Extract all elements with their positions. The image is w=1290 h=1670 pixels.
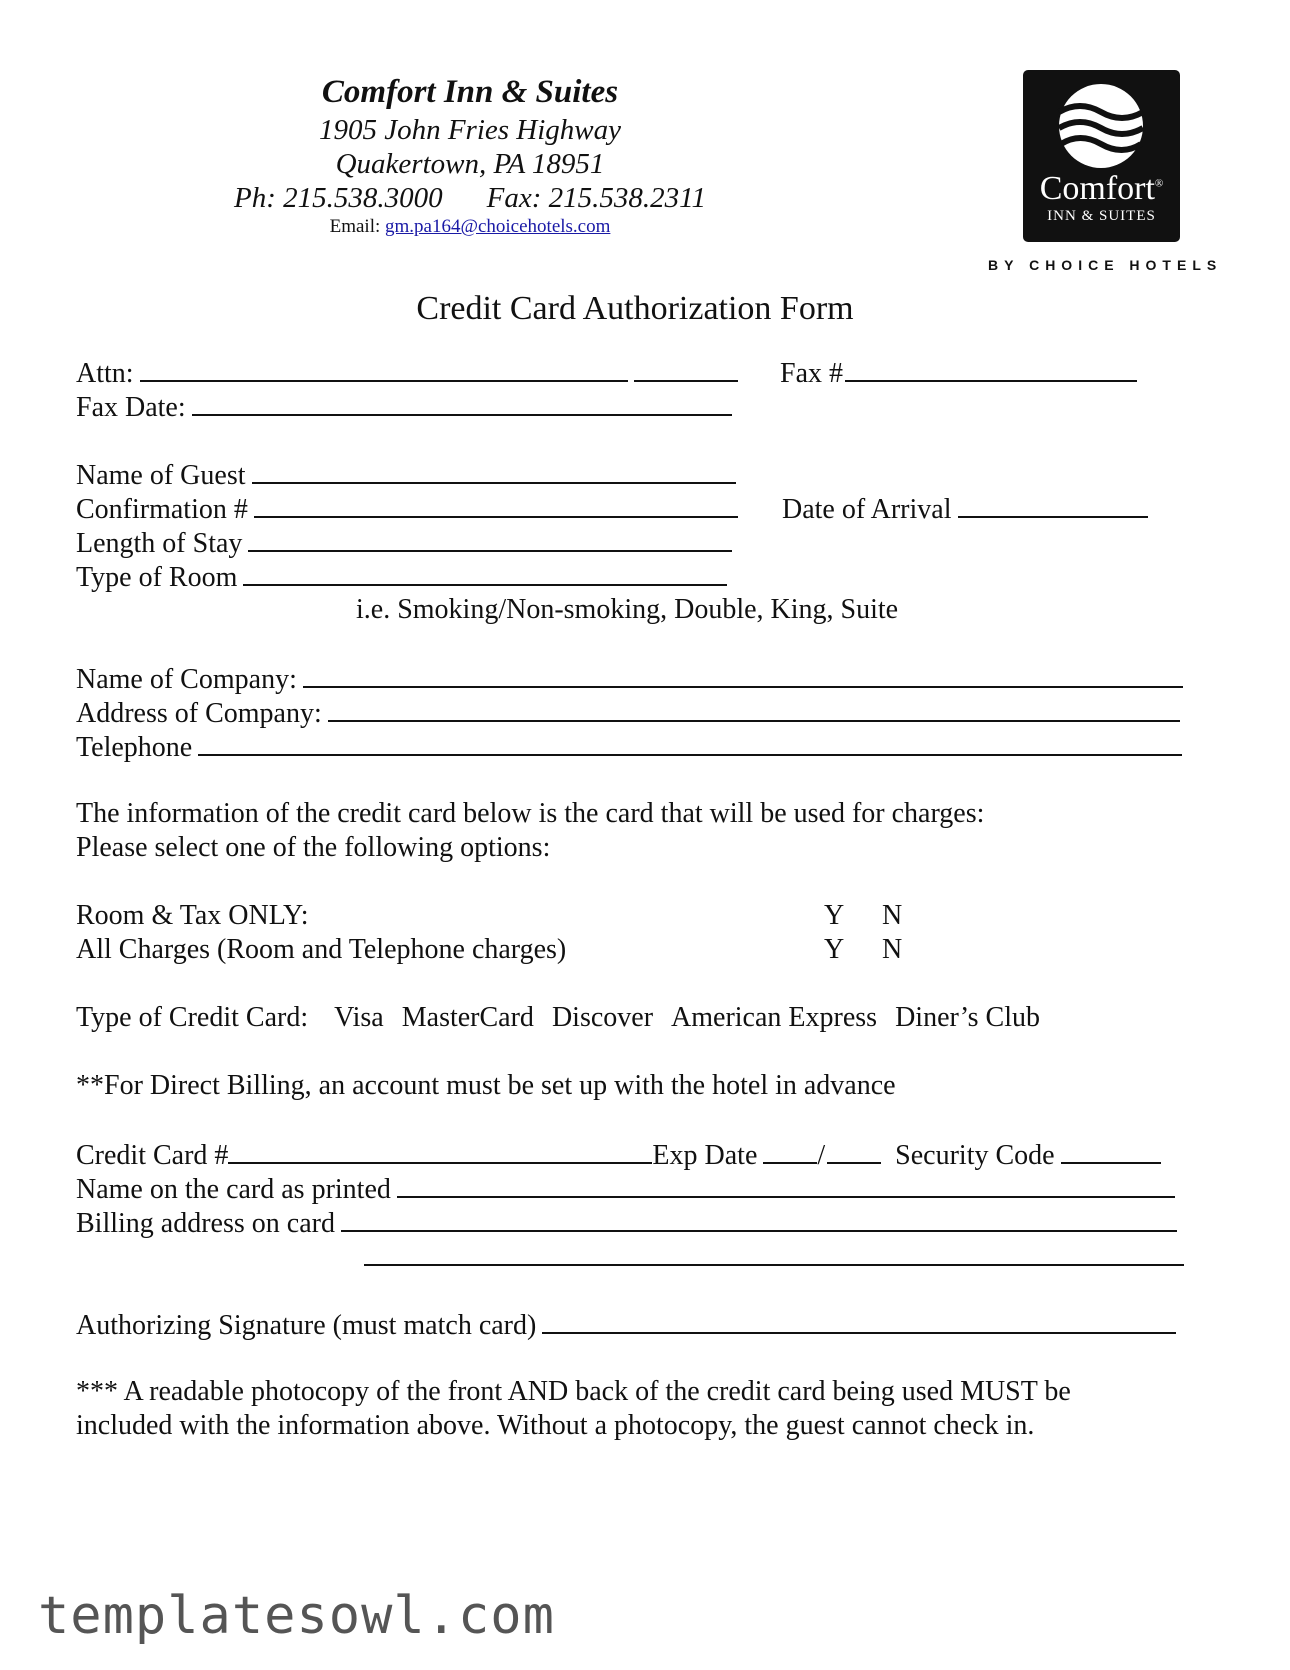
security-code-line[interactable] — [1061, 1138, 1161, 1164]
guest-name-line[interactable] — [252, 458, 736, 484]
room-type-line[interactable] — [243, 560, 727, 586]
billing-address-line[interactable] — [341, 1206, 1177, 1232]
address-line-1: 1905 John Fries Highway — [318, 114, 622, 146]
option-all-charges-yes[interactable]: Y — [824, 934, 845, 965]
option-room-tax-no[interactable]: N — [882, 900, 903, 931]
billing-address-line-2-wrap — [364, 1240, 1184, 1271]
card-intro-2: Please select one of the following options: — [76, 832, 551, 863]
email-row — [0, 216, 940, 238]
arrival-field — [782, 492, 1148, 526]
length-of-stay-line[interactable] — [248, 526, 732, 552]
name-on-card-field — [76, 1172, 1175, 1206]
card-number-line[interactable] — [228, 1138, 652, 1164]
telephone-line[interactable] — [198, 730, 1182, 756]
email-label: Email: — [329, 216, 381, 237]
guest-name-field — [76, 458, 736, 492]
confirmation-label: Confirmation # — [76, 494, 248, 525]
exp-year-line[interactable] — [827, 1138, 881, 1164]
signature-field — [76, 1308, 1176, 1342]
email-link[interactable]: gm.pa164@choicehotels.com — [385, 216, 611, 237]
wave-globe-icon — [1023, 70, 1180, 170]
fax-date-field — [76, 390, 732, 424]
company-address-line[interactable] — [328, 696, 1180, 722]
fax-number: Fax: 215.538.2311 — [486, 182, 706, 214]
contact-row — [0, 182, 940, 215]
attn-field — [76, 356, 738, 390]
room-type-hint: i.e. Smoking/Non-smoking, Double, King, Suite — [356, 594, 899, 625]
billing-address-field — [76, 1206, 1177, 1240]
telephone-field — [76, 730, 1182, 764]
notice-line-1: *** A readable photocopy of the front AND back of the credit card being used MUST be — [76, 1376, 1071, 1407]
exp-date-label: Exp Date — [652, 1140, 758, 1171]
company-name-label: Name of Company: — [76, 664, 297, 695]
billing-address-label: Billing address on card — [76, 1208, 335, 1239]
length-of-stay-field — [76, 526, 732, 560]
company-address-label: Address of Company: — [76, 698, 322, 729]
exp-separator: / — [817, 1140, 826, 1171]
signature-line[interactable] — [542, 1308, 1176, 1334]
option-room-tax-yes[interactable]: Y — [824, 900, 845, 931]
fax-no-line[interactable] — [845, 356, 1137, 382]
card-type-label: Type of Credit Card: — [76, 1002, 309, 1033]
fax-date-line[interactable] — [192, 390, 732, 416]
attn-line[interactable] — [140, 356, 628, 382]
notice-line-2: included with the information above. Without a photocopy, the guest cannot check in. — [76, 1410, 1035, 1441]
watermark: templatesowl.com — [38, 1586, 555, 1646]
option-all-charges-no[interactable]: N — [882, 934, 903, 965]
card-type-diners[interactable]: Diner’s Club — [895, 1002, 1040, 1033]
form-title: Credit Card Authorization Form — [416, 290, 854, 327]
logo-subtitle: INN & SUITES — [1047, 208, 1156, 224]
logo-tagline: BY CHOICE HOTELS — [988, 257, 1223, 273]
attn-label: Attn: — [76, 358, 134, 389]
card-type-visa[interactable]: Visa — [334, 1002, 384, 1033]
arrival-label: Date of Arrival — [782, 494, 952, 525]
card-type-row — [76, 1002, 1058, 1034]
fax-no-field — [780, 356, 1137, 390]
confirmation-field — [76, 492, 738, 526]
option-room-tax: Room & Tax ONLY: — [76, 900, 309, 931]
direct-billing-note: **For Direct Billing, an account must be set up with the hotel in advance — [76, 1070, 896, 1101]
fax-no-label: Fax # — [780, 358, 843, 389]
comfort-logo — [1023, 70, 1180, 242]
name-on-card-label: Name on the card as printed — [76, 1174, 391, 1205]
card-type-mastercard[interactable]: MasterCard — [401, 1002, 534, 1033]
card-type-discover[interactable]: Discover — [551, 1002, 654, 1033]
telephone-label: Telephone — [76, 732, 193, 763]
name-on-card-line[interactable] — [397, 1172, 1175, 1198]
security-code-label: Security Code — [895, 1140, 1055, 1171]
card-number-row — [76, 1138, 1161, 1172]
option-all-charges: All Charges (Room and Telephone charges) — [76, 934, 567, 965]
address-line-2: Quakertown, PA 18951 — [335, 148, 605, 180]
length-of-stay-label: Length of Stay — [76, 528, 243, 559]
attn-line-2[interactable] — [634, 356, 738, 382]
company-name-field — [76, 662, 1183, 696]
room-type-label: Type of Room — [76, 562, 238, 593]
exp-month-line[interactable] — [763, 1138, 817, 1164]
billing-address-line-2[interactable] — [364, 1240, 1184, 1266]
company-name-line[interactable] — [303, 662, 1183, 688]
card-intro-1: The information of the credit card below is the card that will be used for charges: — [76, 798, 985, 829]
arrival-line[interactable] — [958, 492, 1148, 518]
signature-label: Authorizing Signature (must match card) — [76, 1310, 537, 1341]
hotel-name: Comfort Inn & Suites — [321, 74, 619, 110]
room-type-field — [76, 560, 727, 594]
card-type-amex[interactable]: American Express — [671, 1002, 878, 1033]
guest-name-label: Name of Guest — [76, 460, 246, 491]
confirmation-line[interactable] — [254, 492, 738, 518]
logo-wordmark: Comfort® — [1039, 170, 1164, 207]
phone-number: Ph: 215.538.3000 — [234, 182, 443, 214]
card-number-label: Credit Card # — [76, 1140, 229, 1171]
fax-date-label: Fax Date: — [76, 392, 186, 423]
company-address-field — [76, 696, 1180, 730]
